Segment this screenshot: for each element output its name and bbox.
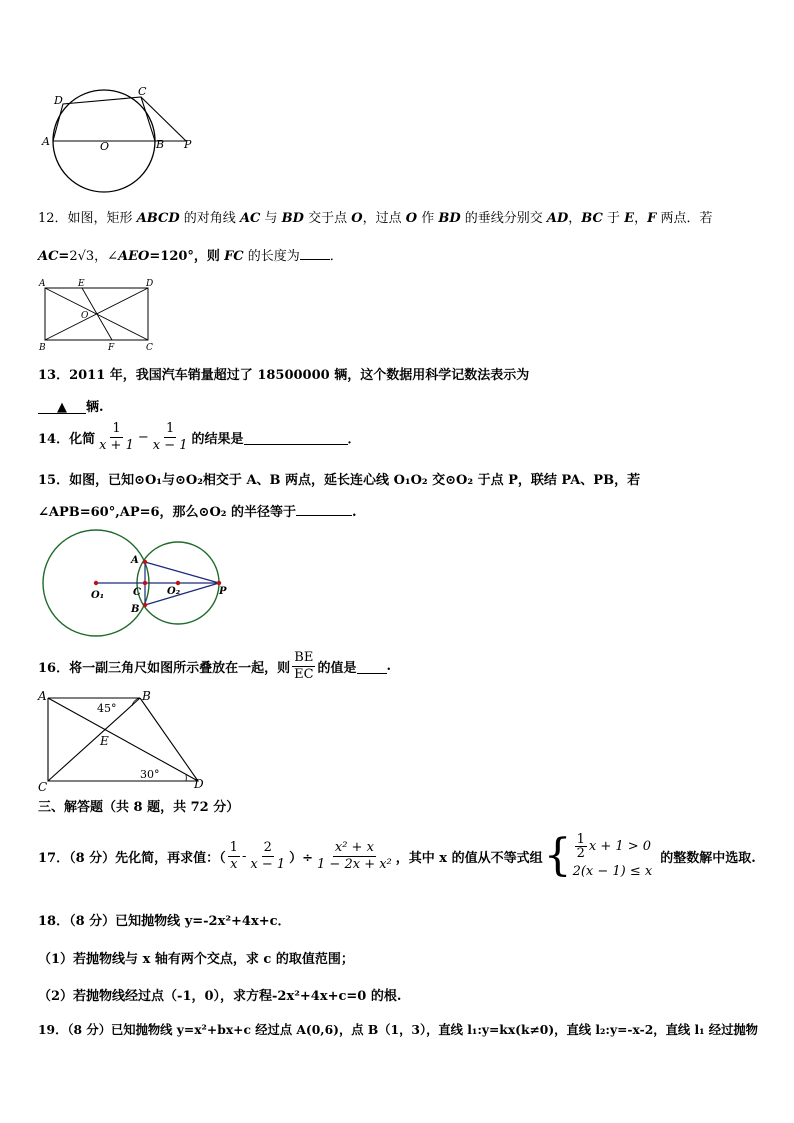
- q17-ineq-1-rest: x + 1 > 0: [588, 839, 652, 854]
- q12-comma: ，: [634, 211, 648, 226]
- q19-line1: 19．（8 分）已知抛物线 y=x²+bx+c 经过点 A(0,6)，点 B（1，3），直线 l₁:y=kx(k≠0)，直线 l₂:y=-x-2，直线 l₁ 经过抛物: [38, 1022, 758, 1037]
- q12-text: 的垂线分别交: [464, 211, 543, 226]
- q18-line1: 18．（8 分）已知抛物线 y=-2x²+4x+c．: [38, 914, 291, 929]
- q12-text: ，过点: [362, 211, 402, 226]
- q12-o: O: [351, 211, 363, 226]
- q12-ac-eq: AC=: [38, 249, 70, 264]
- q13-line2: [38, 396, 104, 415]
- q12-text: 于: [607, 211, 621, 226]
- fig15-label-a: A: [131, 555, 139, 566]
- q12-e: E: [624, 211, 635, 226]
- q14-end: ．: [347, 432, 361, 447]
- q18-line2: （1）若抛物线与 x 轴有两个交点，求 c 的取值范围；: [38, 952, 354, 967]
- q13-answer-blank: [38, 400, 86, 414]
- q12-bd: BD: [438, 211, 461, 226]
- fig16-label-a: A: [38, 689, 47, 703]
- q17-minus: -: [241, 848, 247, 864]
- q17-ineq-fraction-num: 1: [576, 832, 585, 847]
- section-3-heading: 三、解答题（共 8 题，共 72 分）: [38, 800, 240, 815]
- q12-text: 如图，矩形: [67, 211, 133, 226]
- q14-text: 的结果是: [191, 432, 244, 447]
- q17-fraction-3-den: 1 − 2x + x²: [317, 856, 392, 872]
- q12-fc: FC: [224, 249, 244, 264]
- q14-minus: −: [137, 430, 149, 445]
- q17-inequality-2: 2(x − 1) ≤ x: [572, 864, 653, 879]
- q16-fraction-num: BE: [294, 650, 314, 665]
- fig16-label-c: C: [38, 780, 48, 792]
- q14-answer-blank: [244, 431, 348, 445]
- q16-fraction-den: EC: [294, 667, 314, 682]
- q12-text: 与: [264, 211, 278, 226]
- q15-line2: [38, 501, 357, 520]
- q17-fraction-1-den: x: [230, 856, 238, 872]
- q14-fraction-2-den: x − 1: [152, 438, 188, 453]
- q14-fraction-2-num: 1: [166, 421, 175, 436]
- fig11-label-a: A: [42, 135, 50, 148]
- fig16-label-e: E: [100, 734, 109, 748]
- fig12-label-a: A: [39, 279, 46, 289]
- q12-line2: [38, 245, 343, 264]
- q17-text: ）÷: [289, 850, 314, 866]
- q17-text: 的整数解中选取.: [660, 850, 756, 866]
- fig15-label-o1: O₁: [91, 590, 105, 601]
- q16-answer-blank: [357, 660, 387, 674]
- q17-text: ，其中 x 的值从不等式组: [395, 850, 543, 866]
- q12-aeo: AEO: [118, 249, 150, 264]
- q13-triangle-marker: ▲: [57, 400, 67, 415]
- fig16-angle-45: 45°: [97, 702, 117, 715]
- fig12-rectangle-diagram: [36, 278, 160, 352]
- q17-fraction-1: [228, 840, 240, 873]
- fig15-label-b: B: [131, 604, 140, 615]
- q12-text: 的对角线: [183, 211, 236, 226]
- q13-line1: 13．2011 年，我国汽车销量超过了 18500000 辆，这个数据用科学记数法表示为: [38, 368, 530, 383]
- q17-inequality-brace: {: [543, 830, 572, 881]
- q12-answer-blank: [300, 246, 330, 260]
- q14-fraction-2: [151, 421, 190, 454]
- q16-text: 16．将一副三角尺如图所示叠放在一起，则: [38, 661, 291, 676]
- q17-line: [38, 826, 756, 886]
- fig11-label-b: B: [156, 138, 165, 151]
- fig11-label-o: O: [100, 140, 110, 153]
- fig11-label-d: D: [54, 94, 63, 107]
- q12-end: ．: [329, 249, 343, 264]
- fig12-label-c: C: [146, 343, 153, 352]
- fig15-label-o2: O₂: [167, 586, 181, 597]
- q12-text: ，∠: [94, 249, 119, 264]
- q12-bc: BC: [581, 211, 603, 226]
- q12-ac: AC: [239, 211, 261, 226]
- q17-inequality-1: [573, 833, 653, 860]
- q12-bd: BD: [281, 211, 304, 226]
- q14-line: [38, 421, 361, 454]
- fig11-label-p: P: [184, 138, 192, 151]
- q17-fraction-3: [315, 840, 394, 873]
- q15-line1: 15．如图，已知⊙O₁与⊙O₂相交于 A、B 两点，延长连心线 O₁O₂ 交⊙O₂ 于点 P，联结 PA、PB，若: [38, 473, 641, 488]
- q15-end: .: [352, 505, 357, 520]
- fig12-label-d: D: [146, 279, 154, 289]
- q17-fraction-2-num: 2: [263, 839, 272, 855]
- fig12-label-f: F: [108, 343, 115, 352]
- fig15-label-p: P: [219, 586, 227, 597]
- q15-answer-blank: [296, 502, 352, 516]
- fig12-label-b: B: [39, 343, 46, 352]
- q12-line1: [38, 207, 713, 226]
- q17-fraction-2-den: x − 1: [250, 856, 286, 872]
- q17-text: 17．（8 分）先化简，再求值：（: [38, 850, 226, 866]
- q12-text: 的长度为: [247, 249, 300, 264]
- q12-text: 交于点: [308, 211, 348, 226]
- fig16-label-d: D: [194, 777, 204, 791]
- q12-ac-value: 2√3: [69, 249, 95, 264]
- q12-text: =120°，则: [149, 249, 220, 264]
- q14-fraction-1-num: 1: [112, 421, 121, 436]
- q16-line: [38, 650, 391, 683]
- q14-text: 14．化简: [38, 432, 96, 447]
- q12-comma: ，: [568, 211, 582, 226]
- fig12-label-e: E: [78, 279, 85, 289]
- q12-f: F: [647, 211, 657, 226]
- q16-text: 的值是: [317, 661, 357, 676]
- q12-o: O: [405, 211, 418, 226]
- q12-text: 作: [421, 211, 435, 226]
- q16-end: .: [386, 659, 392, 674]
- q17-ineq-fraction-den: 2: [576, 846, 585, 861]
- q12-number: 12．: [38, 211, 68, 226]
- q16-fraction: [292, 650, 315, 683]
- q17-ineq-fraction: [575, 833, 587, 860]
- q17-fraction-2: [248, 840, 287, 873]
- fig16-angle-30: 30°: [140, 768, 160, 781]
- fig16-label-b: B: [142, 689, 151, 703]
- fig15-label-c: C: [133, 587, 141, 598]
- q17-inequality-system: [573, 833, 653, 879]
- q12-abcd: ABCD: [136, 211, 180, 226]
- fig11-label-c: C: [138, 85, 147, 98]
- fig11-circle-diagram: [38, 82, 198, 194]
- fig12-label-o: O: [81, 311, 89, 321]
- q12-ad: AD: [546, 211, 569, 226]
- q14-fraction-1-den: x + 1: [99, 438, 134, 453]
- q12-text: 两点．若: [660, 211, 713, 226]
- q13-unit: 辆.: [86, 400, 104, 415]
- q14-fraction-1: [97, 421, 136, 454]
- q17-fraction-1-num: 1: [229, 839, 238, 855]
- fig15-two-circles-diagram: [38, 528, 238, 640]
- q15-text: ∠APB=60°,AP=6，那么⊙O₂ 的半径等于: [38, 505, 296, 520]
- q17-fraction-3-num: x² + x: [334, 839, 374, 855]
- q18-line3: （2）若抛物线经过点（-1，0），求方程-2x²+4x+c=0 的根.: [38, 989, 402, 1004]
- fig16-set-squares-diagram: [36, 688, 212, 792]
